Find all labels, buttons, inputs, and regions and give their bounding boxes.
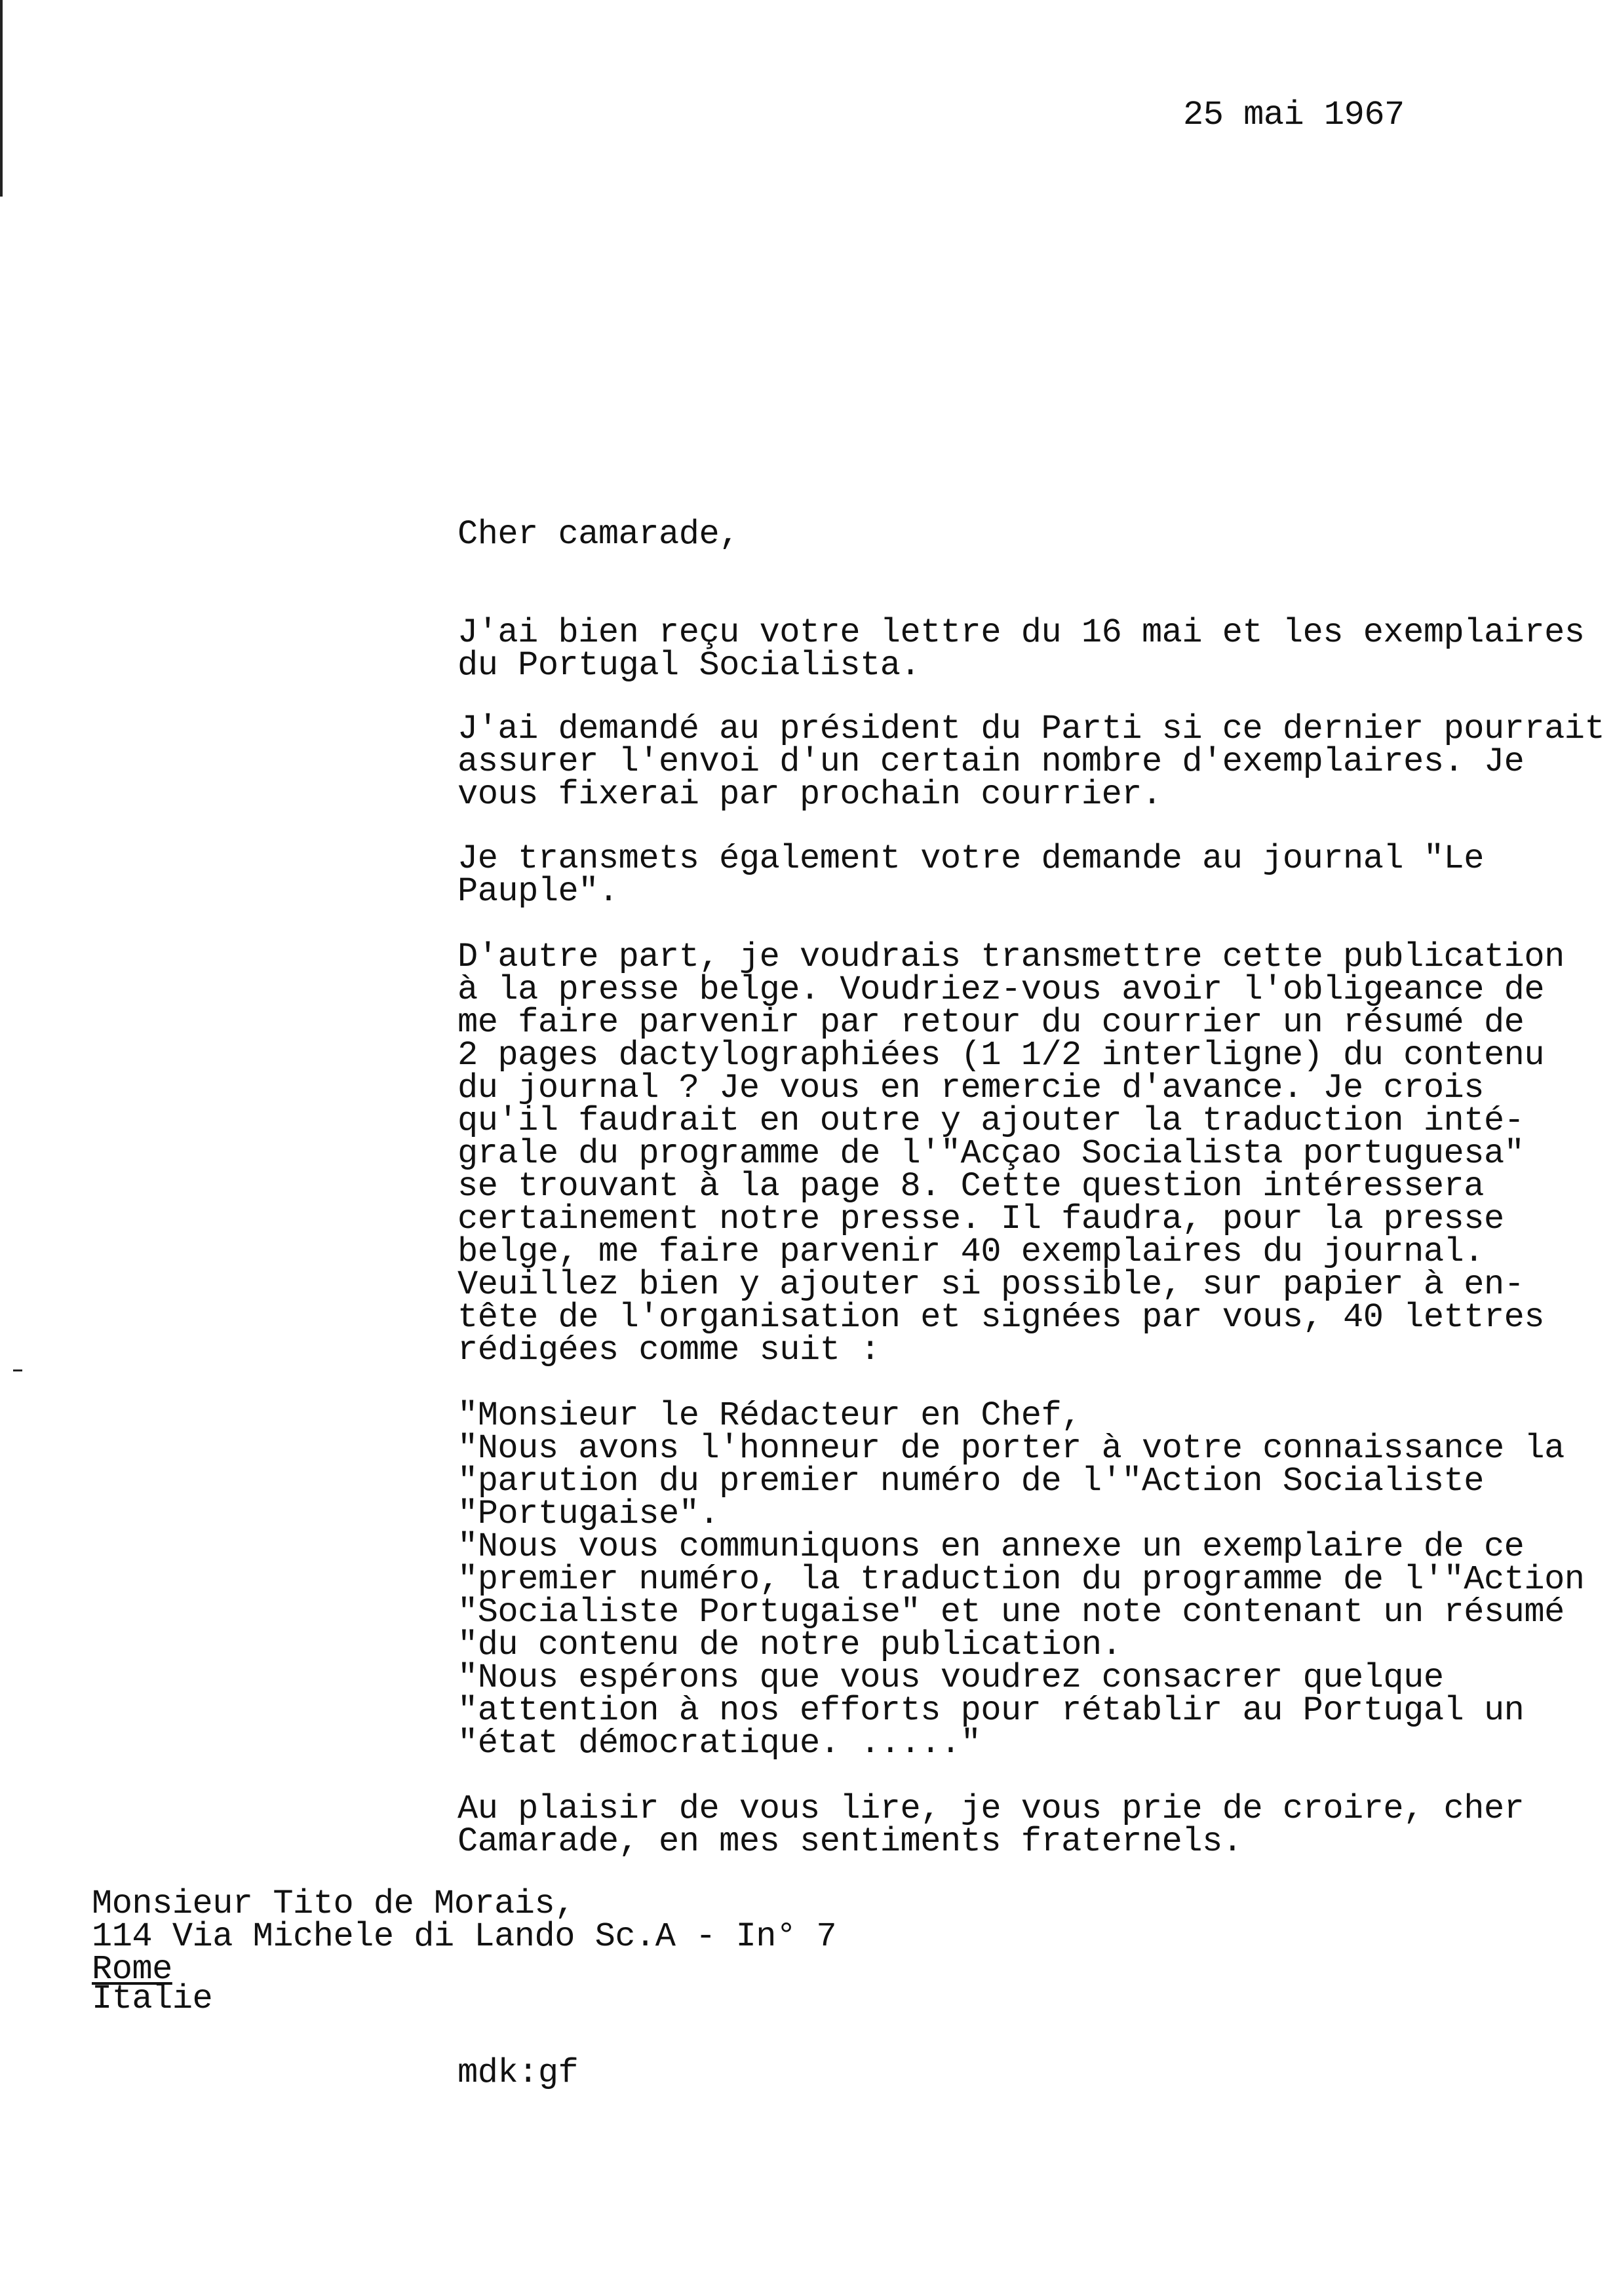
paragraph-3-line-2: Pauple". [457,872,619,911]
recipient-street: 114 Via Michele di Lando Sc.A - In° 7 [92,1917,837,1956]
recipient-city: Rome [92,1950,172,1989]
scan-edge-mark [0,0,3,197]
paragraph-2-line-3: vous fixerai par prochain courrier. [457,775,1162,814]
quote-line-5: "Nous vous communiquons en annexe un exemplaire de ce [457,1527,1525,1566]
salutation: Cher camarade, [457,515,739,554]
paragraph-1-line-1: J'ai bien reçu votre lettre du 16 mai et les exemplaires [457,613,1585,652]
scan-edge-mark [13,1369,22,1371]
quote-line-10: "attention à nos efforts pour rétablir au Portugal un [457,1691,1525,1730]
letter-date: 25 mai 1967 [1183,96,1405,134]
paragraph-4-line-10: belge, me faire parvenir 40 exemplaires du journal. [457,1233,1484,1271]
paragraph-4-line-2: à la presse belge. Voudriez-vous avoir l'obligeance de [457,970,1545,1009]
quote-line-7: "Socialiste Portugaise" et une note contenant un résumé [457,1593,1565,1632]
quote-line-6: "premier numéro, la traduction du programme de l'"Action [457,1560,1585,1599]
paragraph-4-line-4: 2 pages dactylographiées (1 1/2 interligne) du contenu [457,1036,1545,1075]
quote-line-2: "Nous avons l'honneur de porter à votre connaissance la [457,1429,1565,1468]
quote-line-9: "Nous espérons que vous voudrez consacrer quelque [457,1658,1444,1697]
paragraph-4-line-12: tête de l'organisation et signées par vous, 40 lettres [457,1298,1545,1337]
paragraph-4-line-11: Veuillez bien y ajouter si possible, sur papier à en- [457,1265,1525,1304]
paragraph-1-line-2: du Portugal Socialista. [457,646,921,685]
quote-line-3: "parution du premier numéro de l'"Action Socialiste [457,1462,1484,1501]
paragraph-4-line-3: me faire parvenir par retour du courrier un résumé de [457,1003,1525,1042]
quote-line-8: "du contenu de notre publication. [457,1626,1122,1664]
reference-initials: mdk:gf [457,2054,579,2092]
paragraph-2-line-2: assurer l'envoi d'un certain nombre d'exemplaires. Je [457,742,1525,781]
paragraph-4-line-7: grale du programme de l'"Acçao Socialista portuguesa" [457,1134,1525,1173]
paragraph-4-line-9: certainement notre presse. Il faudra, pour la presse [457,1200,1504,1238]
quote-line-1: "Monsieur le Rédacteur en Chef, [457,1396,1081,1435]
recipient-country: Italie [92,1980,213,2018]
closing-line-1: Au plaisir de vous lire, je vous prie de croire, cher [457,1789,1525,1828]
recipient-name: Monsieur Tito de Morais, [92,1885,575,1923]
quote-line-4: "Portugaise". [457,1495,720,1533]
paragraph-4-line-13: rédigées comme suit : [457,1331,880,1369]
paragraph-4-line-8: se trouvant à la page 8. Cette question intéressera [457,1167,1484,1206]
paragraph-4-line-1: D'autre part, je voudrais transmettre cette publication [457,938,1565,976]
closing-line-2: Camarade, en mes sentiments fraternels. [457,1822,1243,1861]
paragraph-4-line-5: du journal ? Je vous en remercie d'avance. Je crois [457,1069,1484,1107]
paragraph-3-line-1: Je transmets également votre demande au journal "Le [457,839,1484,878]
quote-line-11: "état démocratique. ....." [457,1724,981,1763]
paragraph-4-line-6: qu'il faudrait en outre y ajouter la traduction inté- [457,1101,1525,1140]
paragraph-2-line-1: J'ai demandé au président du Parti si ce dernier pourrait [457,710,1605,748]
